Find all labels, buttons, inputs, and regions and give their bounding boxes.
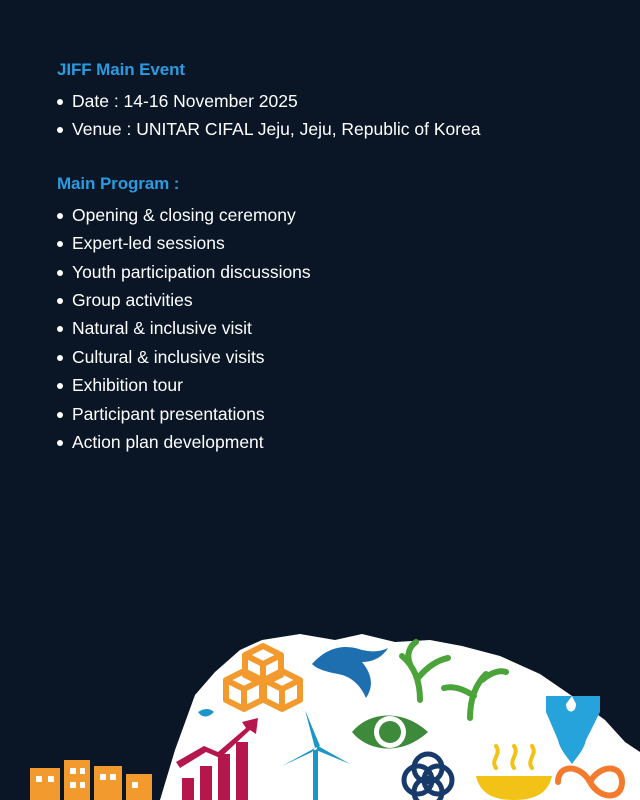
event-info — [57, 60, 617, 456]
program-item: Cultural & inclusive visits — [57, 343, 617, 371]
event-venue: Venue : UNITAR CIFAL Jeju, Jeju, Republic of Korea — [57, 115, 617, 143]
program-item: Action plan development — [57, 428, 617, 456]
event-date: Date : 14-16 November 2025 — [57, 87, 617, 115]
program-item: Exhibition tour — [57, 371, 617, 399]
event-heading: JIFF Main Event — [57, 60, 185, 79]
city-buildings-icon — [30, 760, 152, 800]
program-item: Youth participation discussions — [57, 258, 617, 286]
program-item: Group activities — [57, 286, 617, 314]
program-item: Opening & closing ceremony — [57, 201, 617, 229]
sdg-mountain-illustration — [0, 600, 640, 800]
program-item: Natural & inclusive visit — [57, 314, 617, 342]
program-list — [57, 201, 617, 457]
program-heading: Main Program : — [57, 173, 180, 193]
program-item: Expert-led sessions — [57, 229, 617, 257]
program-item: Participant presentations — [57, 400, 617, 428]
event-list — [57, 87, 617, 144]
